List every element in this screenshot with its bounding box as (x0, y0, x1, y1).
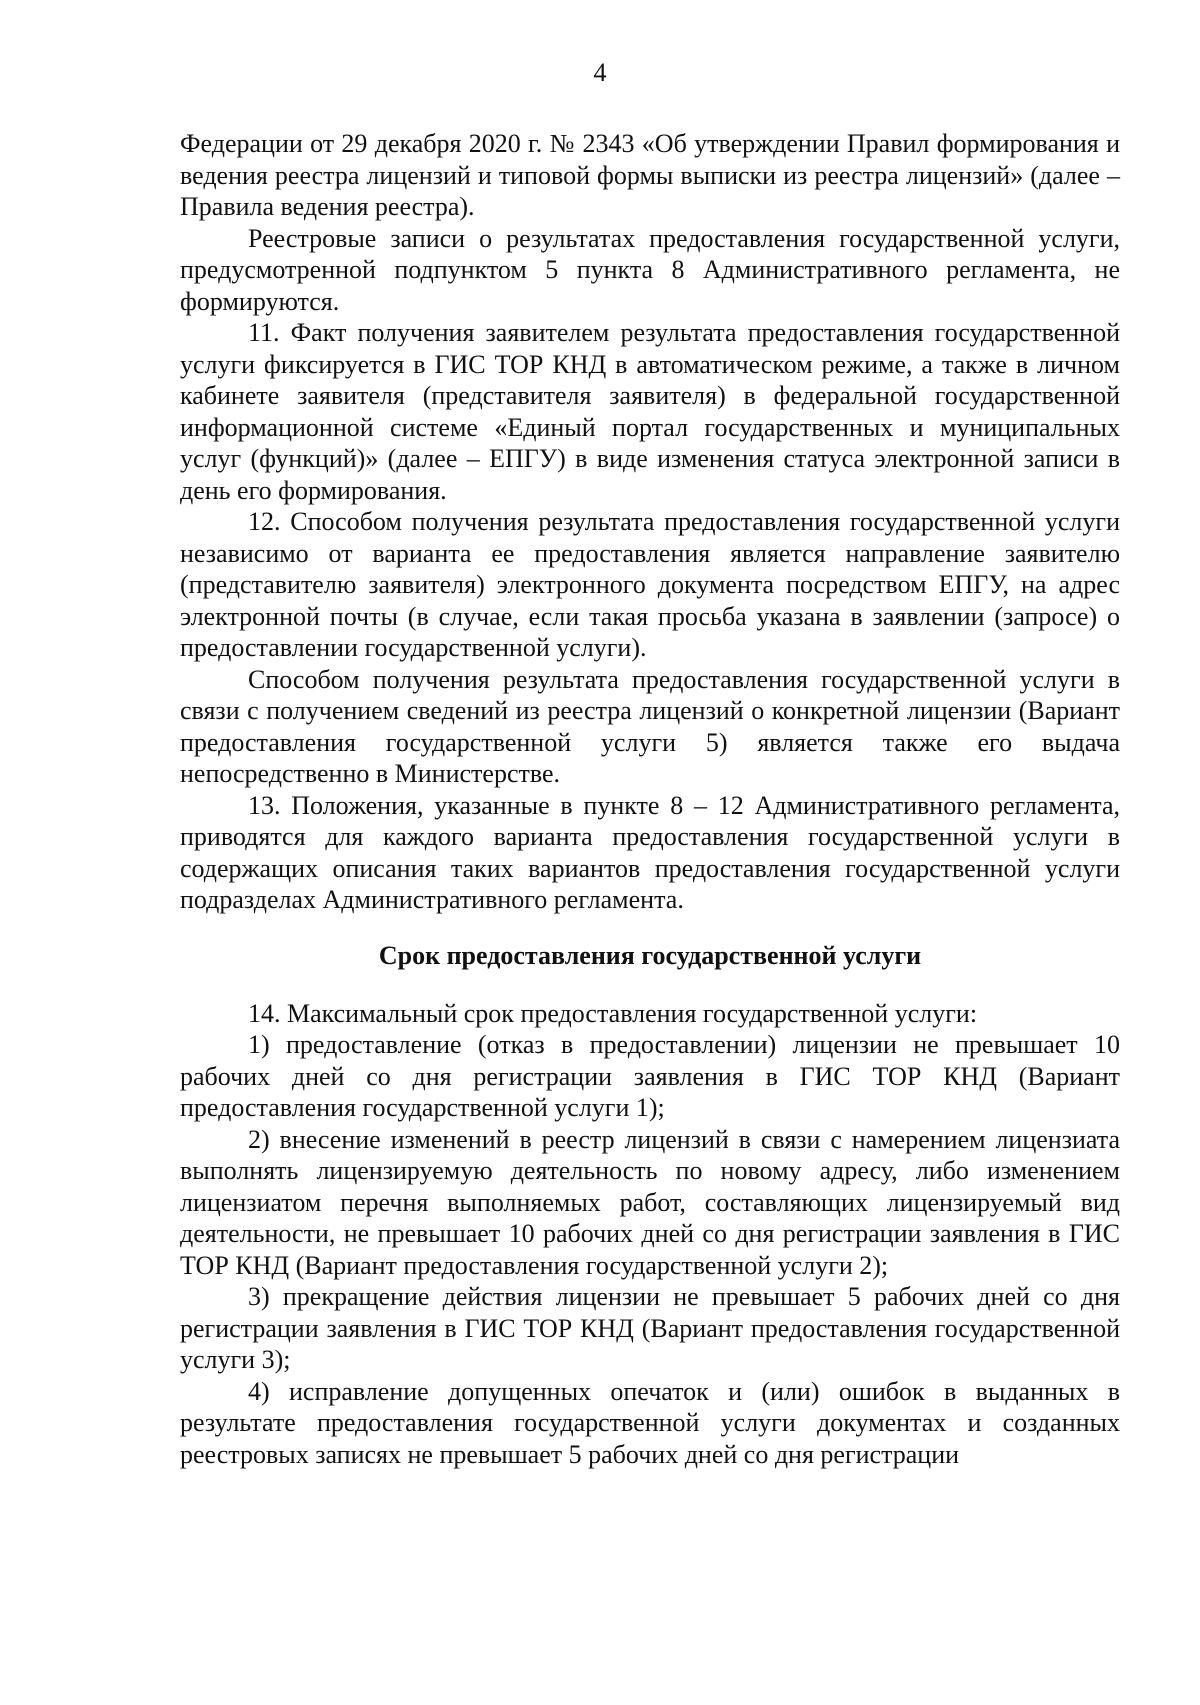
paragraph: Федерации от 29 декабря 2020 г. № 2343 «Об утверждении Правил формирования и ведения реестра лицензий и типовой формы выписки из реестра лицензий» (далее – Правила ведения реестра). (180, 129, 1120, 221)
subitem-3: 3) прекращение действия лицензии не превышает 5 рабочих дней со дня регистрации заявления в ГИС ТОР КНД (Вариант предоставления государственной услуги 3); (180, 1282, 1120, 1374)
subitem-4: 4) исправление допущенных опечаток и (или) ошибок в выданных в результате предоставления государственной услуги документах и созданных реестровых записях не превышает 5 рабочих дней со дня регистрации (180, 1376, 1120, 1469)
paragraph: Способом получения результата предоставления государственной услуги в связи с получением сведений из реестра лицензий о конкретной лицензии (Вариант предоставления государственной услуги 5) является также его выдача непосредственно в Министерстве. (180, 664, 1120, 788)
page-number: 4 (593, 58, 607, 87)
section-heading: Срок предоставления государственной услуги (378, 940, 922, 970)
subitem-1: 1) предоставление (отказ в предоставлении) лицензии не превышает 10 рабочих дней со дня регистрации заявления в ГИС ТОР КНД (Вариант предоставления государственной услуги 1); (180, 1030, 1120, 1122)
subitem-2: 2) внесение изменений в реестр лицензий в связи с намерением лицензиата выполнять лицензируемую деятельность по новому адресу, либо изменением лицензиатом перечня выполняемых работ, составляющих лицензируемый вид деятельности, не превышает 10 рабочих дней со дня регистрации заявления в ГИС ТОР КНД (Вариант предоставления государственной услуги 2); (180, 1124, 1120, 1280)
paragraph-item-11: 11. Факт получения заявителем результата предоставления государственной услуги фиксируется в ГИС ТОР КНД в автоматическом режиме, а также в личном кабинете заявителя (представителя заявителя) в федеральной государственной информационной системе «Единый портал государственных и муниципальных услуг (функций)» (далее – ЕПГУ) в виде изменения статуса электронной записи в день его формирования. (180, 318, 1120, 505)
paragraph-item-12: 12. Способом получения результата предоставления государственной услуги независимо от варианта ее предоставления является направление заявителю (представителю заявителя) электронного документа посредством ЕПГУ, на адрес электронной почты (в случае, если такая просьба указана в заявлении (запросе) о предоставлении государственной услуги). (180, 507, 1120, 662)
document-body (180, 128, 1120, 1470)
paragraph: Реестровые записи о результатах предоставления государственной услуги, предусмотренной подпунктом 5 пункта 8 Административного регламента, не формируются. (180, 223, 1120, 316)
paragraph-item-14: 14. Максимальный срок предоставления государственной услуги: (248, 998, 978, 1028)
paragraph-item-13: 13. Положения, указанные в пункте 8 – 12 Административного регламента, приводятся для каждого варианта предоставления государственной услуги в содержащих описания таких вариантов предоставления государственной услуги подразделах Административного регламента. (180, 790, 1120, 914)
